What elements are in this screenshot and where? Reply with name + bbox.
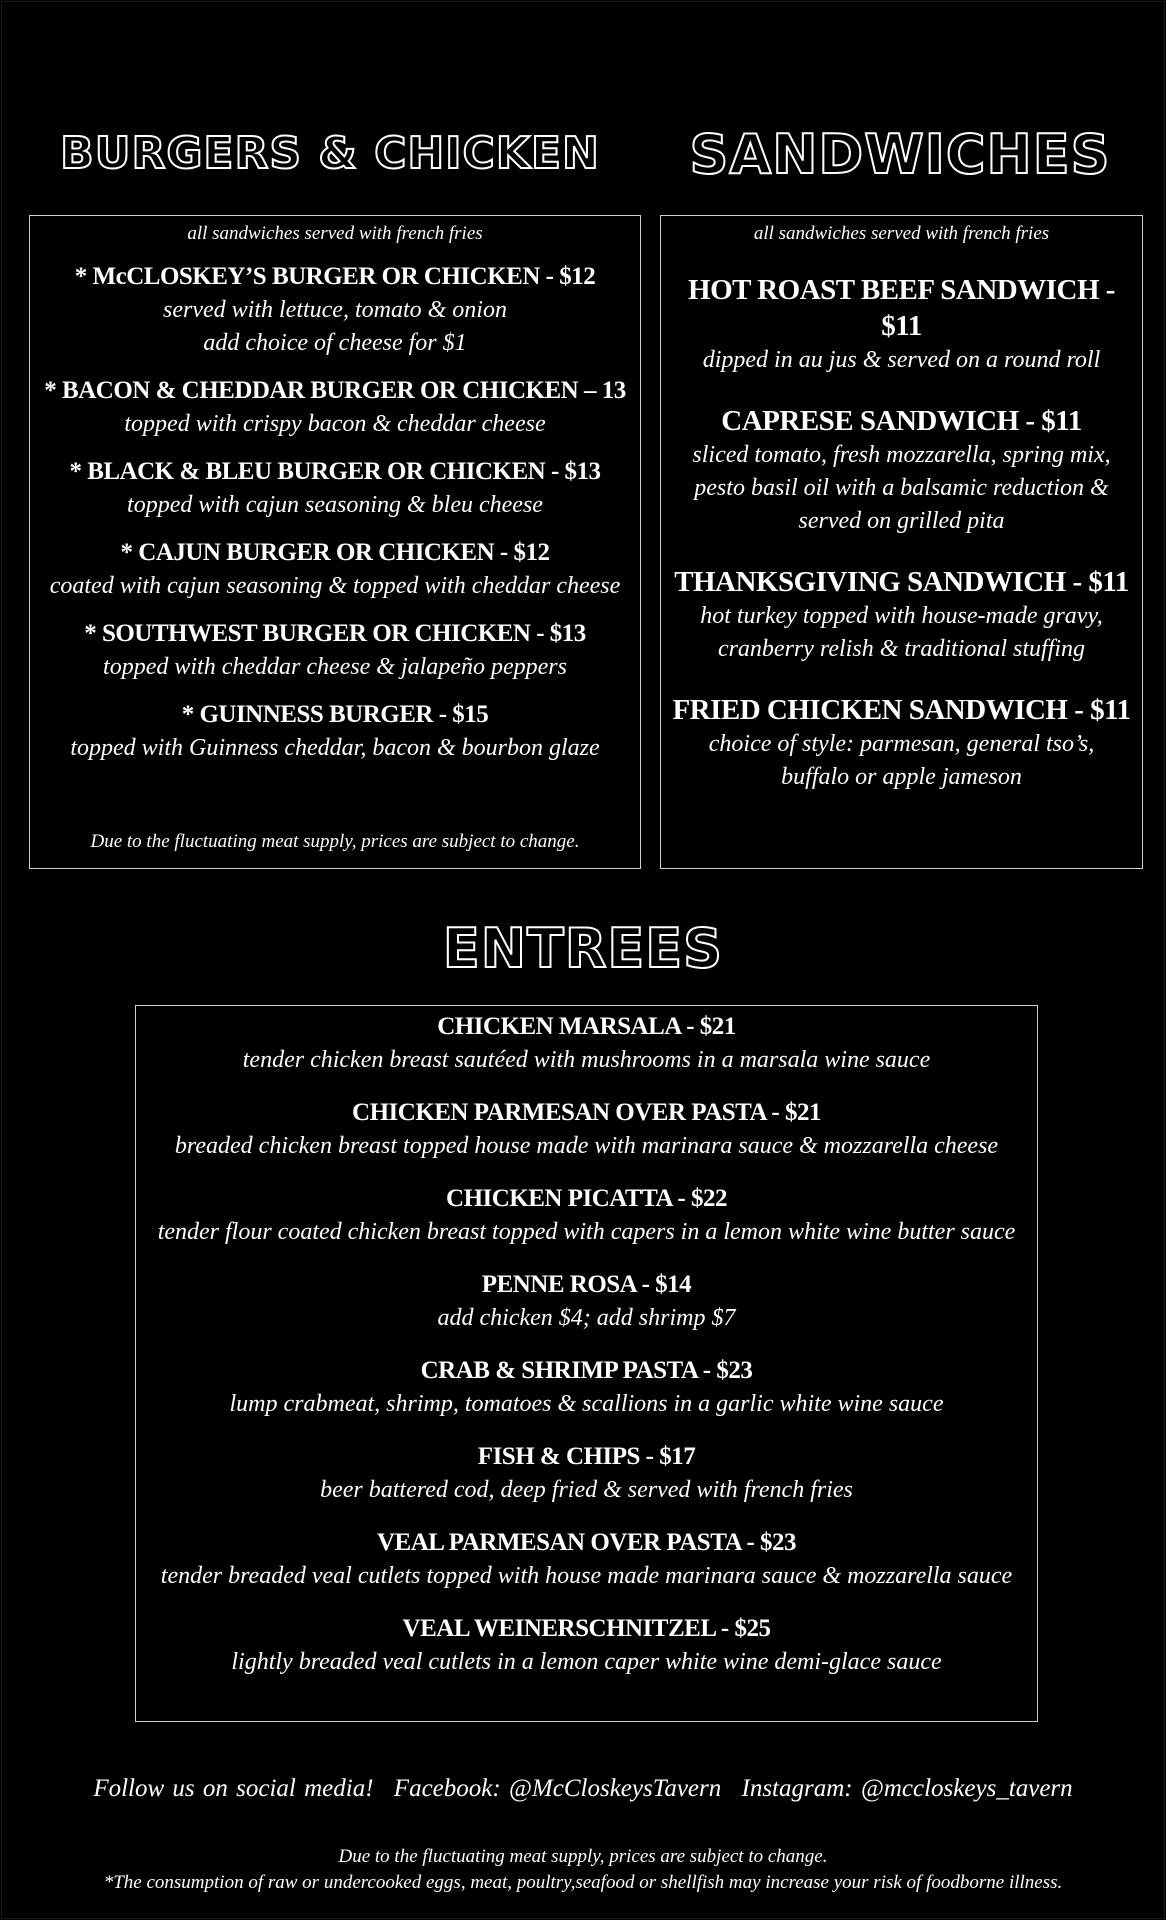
menu-item — [661, 564, 1142, 666]
menu-item-name: FISH & CHIPS - $17 — [477, 1443, 696, 1470]
menu-item-name: PENNE ROSA - $14 — [481, 1271, 692, 1298]
menu-item-name: * GUINNESS BURGER - $15 — [181, 701, 489, 728]
menu-item-description: tender breaded veal cutlets topped with house made marinara sauce & mozzarella sauce — [160, 1563, 1013, 1589]
menu-item-name: THANKSGIVING SANDWICH - $11 — [674, 566, 1129, 598]
menu-item — [661, 272, 1142, 377]
menu-item-description: tender chicken breast sautéed with mushrooms in a marsala wine sauce — [242, 1047, 931, 1073]
menu-item — [136, 1612, 1037, 1679]
sandwiches-side-note: all sandwiches served with french fries — [753, 223, 1050, 244]
menu-item — [136, 1010, 1037, 1077]
instagram-handle: Instagram: @mccloskeys_tavern — [741, 1775, 1073, 1802]
menu-item-description: buffalo or apple jameson — [781, 764, 1022, 790]
menu-item — [136, 1182, 1037, 1249]
menu-item-name: VEAL PARMESAN OVER PASTA - $23 — [376, 1529, 797, 1556]
menu-item-description: served on grilled pita — [798, 508, 1005, 534]
price-change-note: Due to the fluctuating meat supply, prices are subject to change. — [90, 831, 580, 852]
menu-item-name: CHICKEN MARSALA - $21 — [437, 1013, 736, 1040]
menu-item-description: topped with cheddar cheese & jalapeño peppers — [103, 654, 567, 680]
menu-item-description: add choice of cheese for $1 — [203, 330, 467, 356]
menu-item-description: cranberry relish & traditional stuffing — [717, 636, 1086, 662]
menu-item-name: VEAL WEINERSCHNITZEL - $25 — [402, 1615, 771, 1642]
menu-item-name: FRIED CHICKEN SANDWICH - $11 — [672, 694, 1131, 726]
menu-item-name: HOT ROAST BEEF SANDWICH - — [688, 274, 1115, 306]
menu-item — [30, 617, 640, 684]
footer-disclaimer — [0, 1844, 1166, 1896]
menu-item-name: CHICKEN PICATTA - $22 — [446, 1185, 727, 1212]
social-media-line — [0, 1772, 1166, 1806]
facebook-handle: Facebook: @McCloskeysTavern — [393, 1775, 722, 1802]
menu-item-description: lump crabmeat, shrimp, tomatoes & scallions in a garlic white wine sauce — [229, 1391, 944, 1417]
menu-item-description: sliced tomato, fresh mozzarella, spring mix, — [692, 442, 1111, 468]
menu-item-description: served with lettuce, tomato & onion — [163, 297, 507, 323]
menu-item — [136, 1268, 1037, 1335]
menu-item — [661, 403, 1142, 538]
menu-item-description: topped with Guinness cheddar, bacon & bourbon glaze — [70, 735, 600, 761]
menu-item-name: CAPRESE SANDWICH - $11 — [721, 405, 1082, 437]
menu-item-price: $11 — [881, 310, 922, 342]
burgers-side-note: all sandwiches served with french fries — [187, 223, 483, 244]
menu-item — [136, 1526, 1037, 1593]
menu-item — [30, 455, 640, 522]
footer-price-note: Due to the fluctuating meat supply, prices are subject to change. — [338, 1846, 828, 1867]
menu-item-name: * BLACK & BLEU BURGER OR CHICKEN - $13 — [69, 458, 601, 485]
menu-item — [661, 692, 1142, 794]
menu-item-description: pesto basil oil with a balsamic reduction & — [694, 475, 1109, 501]
menu-item-description: topped with crispy bacon & cheddar cheese — [124, 411, 546, 437]
menu-item-description: topped with cajun seasoning & bleu cheese — [127, 492, 543, 518]
menu-item-description: breaded chicken breast topped house made with marinara sauce & mozzarella cheese — [174, 1133, 999, 1159]
menu-item-name: * McCLOSKEY’S BURGER OR CHICKEN - $12 — [74, 263, 596, 290]
menu-item-name: * SOUTHWEST BURGER OR CHICKEN - $13 — [84, 620, 586, 647]
menu-item — [30, 374, 640, 441]
menu-item — [30, 536, 640, 603]
entrees-section-title: ENTREES — [442, 917, 724, 980]
menu-item-description: choice of style: parmesan, general tso’s, — [708, 731, 1095, 757]
sandwiches-menu-box — [660, 215, 1143, 869]
social-follow-text: Follow us on social media! — [93, 1775, 374, 1802]
menu-item-name: * CAJUN BURGER OR CHICKEN - $12 — [120, 539, 550, 566]
menu-item-description: dipped in au jus & served on a round roll — [702, 347, 1101, 373]
menu-item-name: CRAB & SHRIMP PASTA - $23 — [420, 1357, 753, 1384]
menu-item-description: coated with cajun seasoning & topped with cheddar cheese — [49, 573, 621, 599]
burgers-menu-box — [29, 215, 641, 869]
menu-item-description: add chicken $4; add shrimp $7 — [437, 1305, 736, 1331]
burgers-section-title: BURGERS & CHICKEN — [60, 128, 600, 179]
footer-food-safety-warning: *The consumption of raw or undercooked eggs, meat, poultry,seafood or shellfish may increase your risk of foodborne illness. — [103, 1872, 1063, 1893]
menu-item-name: * BACON & CHEDDAR BURGER OR CHICKEN – 13 — [44, 377, 626, 404]
entrees-menu-box — [135, 1005, 1038, 1722]
menu-item-name: CHICKEN PARMESAN OVER PASTA - $21 — [352, 1099, 821, 1126]
menu-item-description: lightly breaded veal cutlets in a lemon caper white wine demi-glace sauce — [231, 1649, 942, 1675]
menu-item — [136, 1354, 1037, 1421]
menu-item — [30, 698, 640, 765]
menu-item-description: hot turkey topped with house-made gravy, — [700, 603, 1103, 629]
menu-item — [136, 1440, 1037, 1507]
menu-item — [30, 260, 640, 360]
menu-item-description: tender flour coated chicken breast topped with capers in a lemon white wine butter sauce — [157, 1219, 1016, 1245]
menu-item — [136, 1096, 1037, 1163]
sandwiches-section-title: SANDWICHES — [689, 123, 1111, 186]
menu-item-description: beer battered cod, deep fried & served with french fries — [320, 1477, 853, 1503]
